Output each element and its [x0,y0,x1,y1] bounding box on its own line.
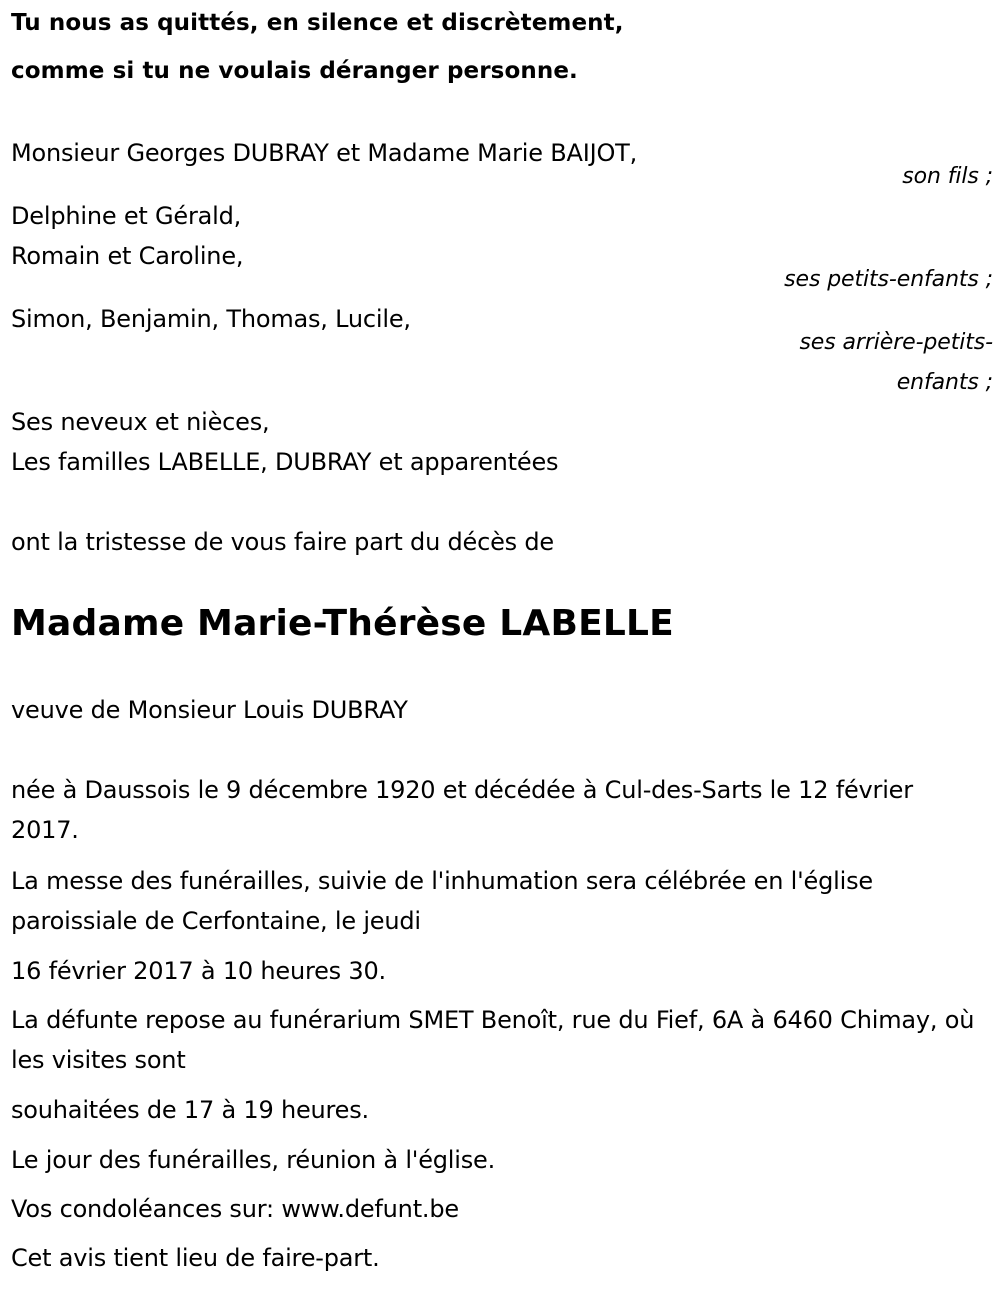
son-names: Monsieur Georges DUBRAY et Madame Marie BAIJOT, [11,139,638,167]
epigraph-line-1: Tu nous as quittés, en silence et discrètement, [11,10,624,36]
epigraph-line-2: comme si tu ne voulais déranger personne. [11,58,578,84]
widow-of: veuve de Monsieur Louis DUBRAY [11,696,408,724]
great-grandchildren-names: Simon, Benjamin, Thomas, Lucile, [11,305,411,333]
deceased-name: Madame Marie-Thérèse LABELLE [11,603,674,644]
announcement: ont la tristesse de vous faire part du décès de [11,528,554,556]
closing-note: Cet avis tient lieu de faire-part. [11,1244,380,1272]
great-grandchildren-role-2: enfants ; [896,370,993,395]
meeting-info: Le jour des funérailles, réunion à l'église. [11,1146,496,1174]
families: Les familles LABELLE, DUBRAY et apparentées [11,448,559,476]
repose-info: La défunte repose au funérarium SMET Benoît, rue du Fief, 6A à 6460 Chimay, où les visites sont [11,1006,975,1074]
grandchildren-names-1: Delphine et Gérald, [11,202,242,230]
son-role: son fils ; [902,164,993,189]
great-grandchildren-role-1: ses arrière-petits- [799,330,993,355]
mass-info: La messe des funérailles, suivie de l'inhumation sera célébrée en l'église paroissiale de Cerfontaine, le jeudi [11,867,873,935]
mass-date: 16 février 2017 à 10 heures 30. [11,957,386,985]
birth-death: née à Daussois le 9 décembre 1920 et décédée à Cul-des-Sarts le 12 février 2017. [11,776,913,844]
visits-hours: souhaitées de 17 à 19 heures. [11,1096,369,1124]
condolences-link[interactable]: www.defunt.be [281,1195,459,1223]
nephews-nieces: Ses neveux et nièces, [11,408,270,436]
condolences-label: Vos condoléances sur: [11,1195,282,1223]
grandchildren-names-2: Romain et Caroline, [11,242,244,270]
grandchildren-role: ses petits-enfants ; [784,267,993,292]
condolences-line [11,1195,459,1223]
